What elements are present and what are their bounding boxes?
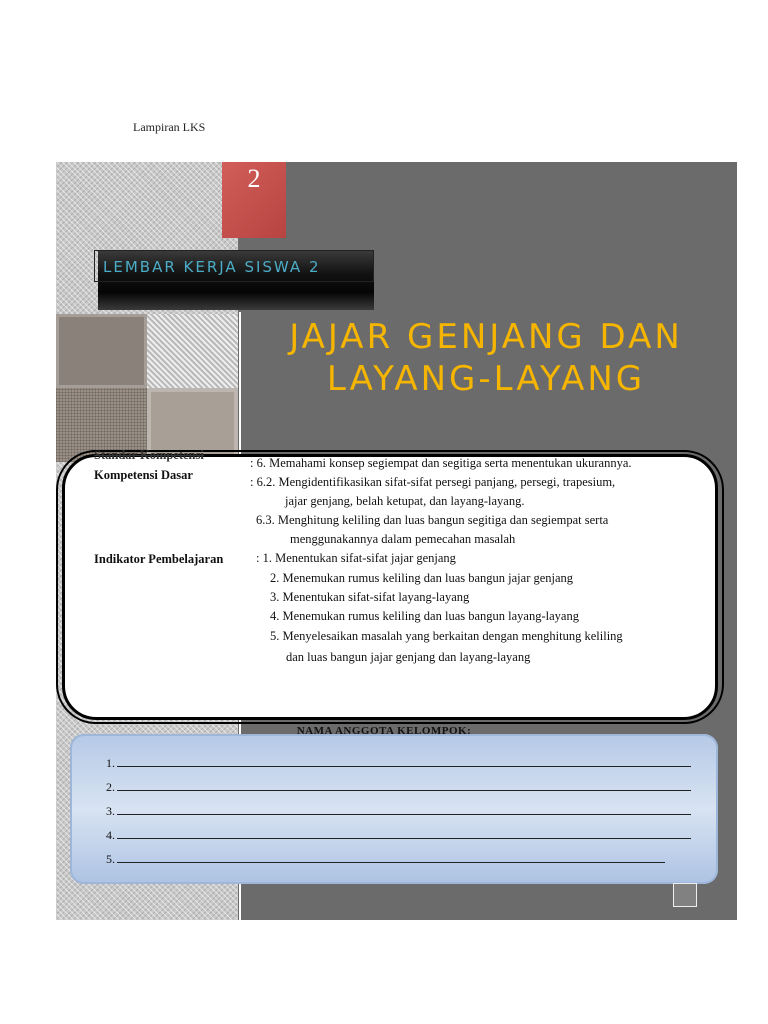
standar-kompetensi-label: Standar Kompetensi xyxy=(94,448,204,462)
kompetensi-dasar-item: jajar genjang, belah ketupat, dan layang-layang. xyxy=(285,494,525,508)
worksheet-label: LEMBAR KERJA SISWA 2 xyxy=(94,250,374,282)
member-number: 4. xyxy=(106,828,115,842)
member-line-2[interactable] xyxy=(106,779,691,795)
page-title xyxy=(246,316,726,400)
corner-decoration xyxy=(673,883,697,907)
indikator-item: : 1. Menentukan sifat-sifat jajar genjang xyxy=(256,551,456,565)
member-line-1[interactable] xyxy=(106,755,691,771)
standar-kompetensi-text: : 6. Memahami konsep segiempat dan segitiga serta menentukan ukurannya. xyxy=(250,456,632,470)
worksheet-number: 2 xyxy=(222,162,286,238)
member-number: 1. xyxy=(106,756,115,770)
member-number: 2. xyxy=(106,780,115,794)
member-line-5[interactable] xyxy=(106,851,665,867)
member-line-3[interactable] xyxy=(106,803,691,819)
title-line-2: LAYANG-LAYANG xyxy=(326,359,646,399)
member-line-4[interactable] xyxy=(106,827,691,843)
indikator-label: Indikator Pembelajaran xyxy=(94,552,224,566)
kompetensi-dasar-item: menggunakannya dalam pemecahan masalah xyxy=(290,532,516,546)
member-title: NAMA ANGGOTA KELOMPOK: xyxy=(296,725,472,737)
lampiran-label: Lampiran LKS xyxy=(133,120,206,134)
pattern-tile xyxy=(56,314,147,388)
member-number: 3. xyxy=(106,804,115,818)
kompetensi-dasar-item: : 6.2. Mengidentifikasikan sifat-sifat persegi panjang, persegi, trapesium, xyxy=(250,475,616,489)
title-line-1: JAJAR GENJANG DAN xyxy=(289,317,683,357)
kompetensi-dasar-item: 6.3. Menghitung keliling dan luas bangun segitiga dan segiempat serta xyxy=(256,513,609,527)
indikator-item: 3. Menentukan sifat-sifat layang-layang xyxy=(270,590,470,604)
kompetensi-dasar-label: Kompetensi Dasar xyxy=(94,468,193,482)
member-number: 5. xyxy=(106,852,115,866)
indikator-item: 4. Menemukan rumus keliling dan luas bangun layang-layang xyxy=(270,609,579,623)
indikator-item: dan luas bangun jajar genjang dan layang-layang xyxy=(286,650,531,664)
indikator-item: 5. Menyelesaikan masalah yang berkaitan dengan menghitung keliling xyxy=(270,629,623,643)
indikator-item: 2. Menemukan rumus keliling dan luas bangun jajar genjang xyxy=(270,571,574,585)
pattern-tile xyxy=(147,314,238,388)
